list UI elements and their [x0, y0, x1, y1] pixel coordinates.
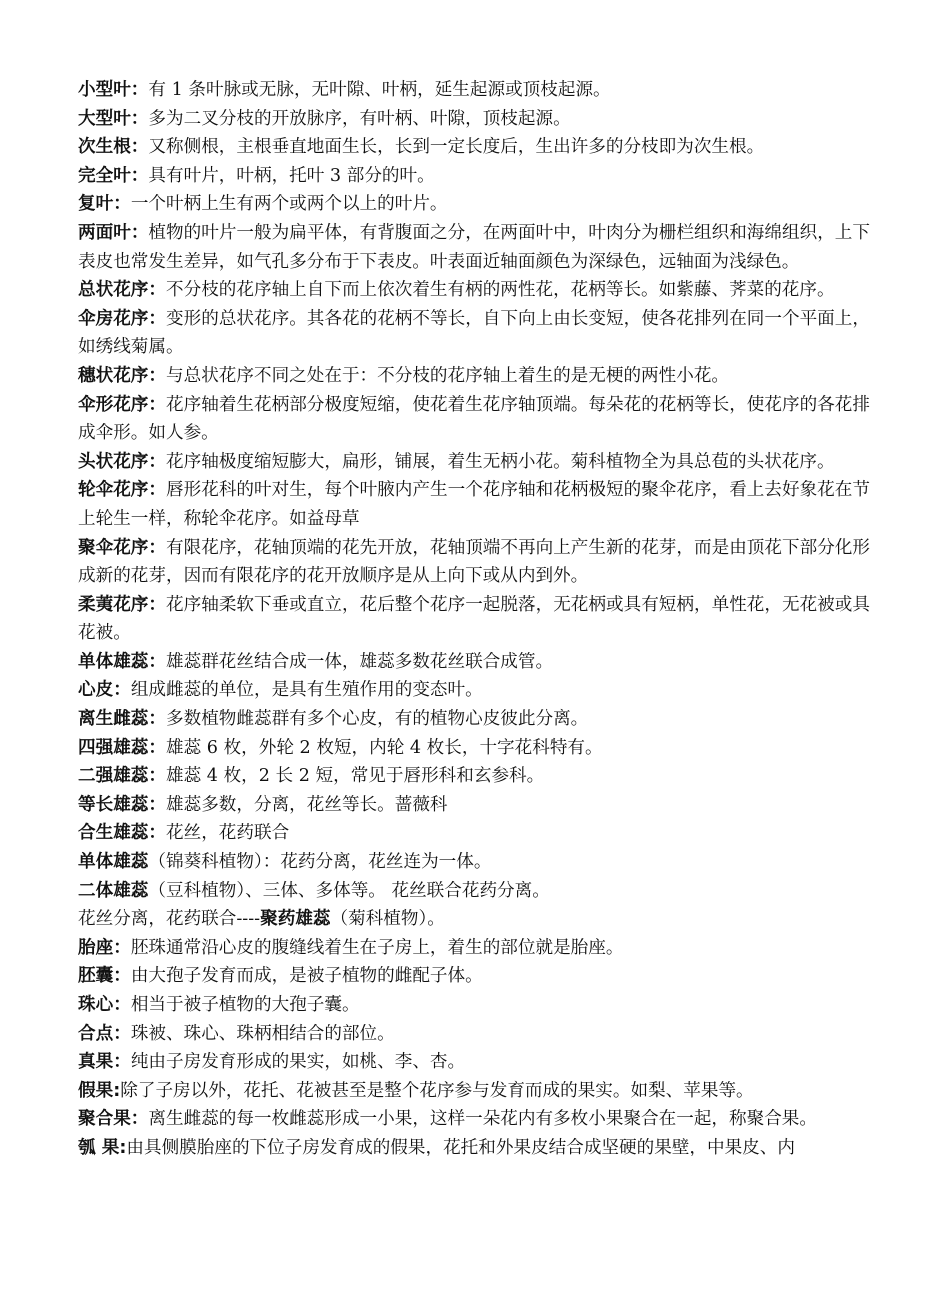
entry-separator: ：	[148, 709, 166, 730]
entry-term: 珠心	[78, 995, 114, 1015]
entry-heshengxiongrui	[78, 819, 870, 848]
entry-separator: ：	[148, 737, 166, 758]
entry-definition: 相当于被子植物的大孢子囊。	[130, 995, 360, 1015]
entry-definition: 组成雌蕊的单位，是具有生殖作用的变态叶。	[130, 680, 483, 701]
entry-lishengcirui	[78, 705, 870, 734]
entry-separator: ：	[148, 451, 166, 472]
entry-separator: ：	[130, 80, 149, 100]
entry-definition: （菊科植物）。	[330, 909, 445, 930]
entry-separator: ：	[113, 1023, 131, 1044]
entry-term: 胚囊	[78, 966, 114, 987]
entry-definition: 不分枝的花序轴上自下而上依次着生有柄的两性花，花柄等长。如紫藤、荠菜的花序。	[166, 280, 835, 301]
entry-term: 总状花序	[78, 280, 149, 301]
entry-sanxinghuaxu	[78, 391, 870, 448]
entry-taizuo	[78, 934, 870, 963]
entry-jiaguo	[78, 1077, 870, 1106]
document-page	[78, 76, 870, 1156]
entry-definition: （豆科植物）、三体、多体等。 花丝联合花药分离。	[148, 880, 550, 901]
entry-term: 柔荑花序	[78, 594, 149, 615]
entry-zhenguo	[78, 1048, 870, 1077]
entry-dengchangxiongrui	[78, 791, 870, 820]
entry-definition: 花序轴柔软下垂或直立，花后整个花序一起脱落，无花柄或具有短柄，单性花，无花被或具花被。	[78, 594, 870, 644]
entry-definition: 又称侧根，主根垂直地面生长，长到一定长度后，生出许多的分枝即为次生根。	[148, 137, 765, 158]
entry-separator: ：	[148, 766, 166, 787]
entry-separator: ：	[130, 1109, 149, 1130]
entry-separator: ：	[113, 937, 131, 958]
entry-term: 四强雄蕊	[78, 737, 149, 758]
entry-separator: ：	[130, 108, 149, 129]
entry-separator: ：	[130, 165, 149, 186]
entry-term: 聚药雄蕊	[260, 909, 331, 930]
entry-definition: 由大孢子发育而成，是被子植物的雌配子体。	[130, 966, 483, 987]
entry-definition: 离生雌蕊的每一枚雌蕊形成一小果，这样一朵花内有多枚小果聚合在一起，称聚合果。	[148, 1109, 817, 1130]
entry-term: 二体雄蕊	[78, 880, 149, 901]
entry-dantixiongrui	[78, 648, 870, 677]
entry-term: 头状花序	[78, 451, 149, 472]
entry-term: 单体雄蕊	[78, 651, 149, 672]
entry-definition: 与总状花序不同之处在于：不分枝的花序轴上着生的是无梗的两性小花。	[166, 365, 730, 386]
entry-peinang	[78, 962, 870, 991]
entry-definition: 雄蕊群花丝结合成一体，雄蕊多数花丝联合成管。	[166, 651, 554, 672]
entry-definition: 多数植物雌蕊群有多个心皮，有的植物心皮彼此分离。	[166, 709, 589, 730]
entry-separator: ：	[113, 680, 131, 701]
entry-term: 合生雄蕊	[78, 823, 149, 844]
entry-term: 次生根	[78, 137, 131, 158]
entry-term: 完全叶	[78, 165, 131, 186]
entry-separator: :	[119, 1137, 127, 1156]
entry-separator: ：	[130, 137, 149, 158]
entry-term: 离生雌蕊	[78, 709, 149, 730]
entry-lunsanhuaxu	[78, 476, 870, 533]
entry-dantixiongrui-2	[78, 848, 870, 877]
entry-separator: ：	[148, 794, 166, 815]
entry-term: 大型叶	[78, 108, 131, 129]
entry-definition: 雄蕊 6 枚，外轮 2 枚短，内轮 4 枚长，十字花科特有。	[166, 737, 603, 758]
entry-term: 真果	[78, 1052, 114, 1073]
entry-term: 单体雄蕊	[78, 852, 149, 873]
entry-term: 轮伞花序	[78, 480, 149, 501]
entry-daxingye	[78, 105, 870, 134]
entry-suizhuanghuaxu	[78, 362, 870, 391]
entry-separator: ：	[148, 537, 167, 558]
entry-definition: 雄蕊 4 枚，2 长 2 短，常见于唇形科和玄参科。	[166, 766, 545, 787]
entry-definition: 纯由子房发育形成的果实，如桃、李、杏。	[130, 1052, 466, 1073]
entry-definition: 胚珠通常沿心皮的腹缝线着生在子房上，着生的部位就是胎座。	[130, 937, 624, 958]
entry-definition: 花序轴极度缩短膨大，扁形，铺展，着生无柄小花。菊科植物全为具总苞的头状花序。	[166, 451, 835, 472]
entry-separator: ：	[113, 1052, 131, 1073]
entry-liangmianye	[78, 219, 870, 276]
entry-term: 聚合果	[78, 1109, 131, 1130]
entry-term: 穗状花序	[78, 365, 149, 386]
entry-juyaoxiongrui	[78, 905, 870, 934]
entry-sanfanghuaxu	[78, 305, 870, 362]
entry-definition: 雄蕊多数，分离，花丝等长。蔷薇科	[166, 794, 448, 815]
entry-separator: ：	[148, 365, 166, 386]
entry-erqiangxiongrui	[78, 762, 870, 791]
entry-juheguo	[78, 1105, 870, 1134]
entry-wanquanye	[78, 162, 870, 191]
entry-siqiangxiongrui	[78, 734, 870, 763]
entry-zhuxin	[78, 991, 870, 1020]
entry-term: 小型叶	[78, 80, 131, 100]
entry-separator: ：	[148, 308, 167, 329]
entry-term: 等长雄蕊	[78, 794, 149, 815]
entry-definition: 变形的总状花序。其各花的花柄不等长，自下向上由长变短，使各花排列在同一个平面上，如绣线菊属。	[78, 308, 870, 358]
entry-separator: ：	[148, 651, 166, 672]
entry-definition: 植物的叶片一般为扁平体，有背腹面之分，在两面叶中，叶肉分为栅栏组织和海绵组织，上下表皮也常发生差异，如气孔多分布于下表皮。叶表面近轴面颜色为深绿色，远轴面为浅绿色。	[78, 222, 870, 272]
entry-separator: ：	[148, 280, 166, 301]
entry-separator: ：	[148, 823, 166, 844]
entry-definition: 具有叶片，叶柄，托叶 3 部分的叶。	[148, 165, 435, 186]
entry-definition: 花序轴着生花柄部分极度短缩，使花着生花序轴顶端。每朵花的花柄等长，使花序的各花排成伞形。如人参。	[78, 394, 870, 444]
entry-definition: 除了子房以外，花托、花被甚至是整个花序参与发育而成的果实。如梨、苹果等。	[120, 1080, 754, 1101]
entry-term: 假果	[78, 1080, 114, 1101]
entry-ertixiongrui	[78, 877, 870, 906]
entry-definition: 由具侧膜胎座的下位子房发育成的假果，花托和外果皮结合成坚硬的果壁，中果皮、内	[126, 1137, 795, 1156]
entry-separator: :	[113, 1080, 121, 1101]
entry-xinpi	[78, 676, 870, 705]
entry-definition: （锦葵科植物）：花药分离，花丝连为一体。	[148, 852, 492, 873]
entry-term: 伞形花序	[78, 394, 149, 415]
entry-definition: 珠被、珠心、珠柄相结合的部位。	[130, 1023, 395, 1044]
entry-term: 两面叶	[78, 222, 131, 243]
entry-definition: 有 1 条叶脉或无脉，无叶隙、叶柄，延生起源或顶枝起源。	[148, 80, 611, 100]
entry-term: 二强雄蕊	[78, 766, 149, 787]
entry-definition: 多为二叉分枝的开放脉序，有叶柄、叶隙，顶枝起源。	[148, 108, 571, 129]
entry-separator: ：	[148, 394, 167, 415]
entry-separator: ：	[113, 995, 131, 1015]
entry-term: 心皮	[78, 680, 114, 701]
entry-separator: ：	[130, 222, 149, 243]
entry-term: 伞房花序	[78, 308, 149, 329]
entry-hedian	[78, 1020, 870, 1049]
entry-jusanhuaxu	[78, 534, 870, 591]
entry-term: 合点	[78, 1023, 114, 1044]
entry-prefix: 花丝分离，花药联合----	[78, 909, 261, 930]
entry-term: 聚伞花序	[78, 537, 149, 558]
entry-definition: 有限花序，花轴顶端的花先开放，花轴顶端不再向上产生新的花芽，而是由顶花下部分化形成新的花芽，因而有限花序的花开放顺序是从上向下或从内到外。	[78, 537, 870, 587]
entry-definition: 唇形花科的叶对生，每个叶腋内产生一个花序轴和花柄极短的聚伞花序，看上去好象花在节上轮生一样，称轮伞花序。如益母草	[78, 480, 870, 529]
entry-term: 瓠 果	[78, 1137, 120, 1156]
entry-separator: ：	[113, 966, 131, 987]
entry-cishenggen	[78, 133, 870, 162]
entry-term: 胎座	[78, 937, 114, 958]
entry-separator: ：	[148, 594, 167, 615]
entry-fuye	[78, 190, 870, 219]
entry-separator: ：	[113, 194, 131, 215]
entry-term: 复叶	[78, 194, 114, 215]
entry-definition: 一个叶柄上生有两个或两个以上的叶片。	[130, 194, 448, 215]
entry-definition: 花丝，花药联合	[166, 823, 290, 844]
entry-touzhuanghuaxu	[78, 448, 870, 477]
entry-routihuaxu	[78, 591, 870, 648]
entry-huguo	[78, 1134, 870, 1156]
entry-separator: ：	[148, 480, 167, 501]
entry-zongzhuanghuaxu	[78, 276, 870, 305]
entry-xiaoxingye	[78, 76, 870, 105]
